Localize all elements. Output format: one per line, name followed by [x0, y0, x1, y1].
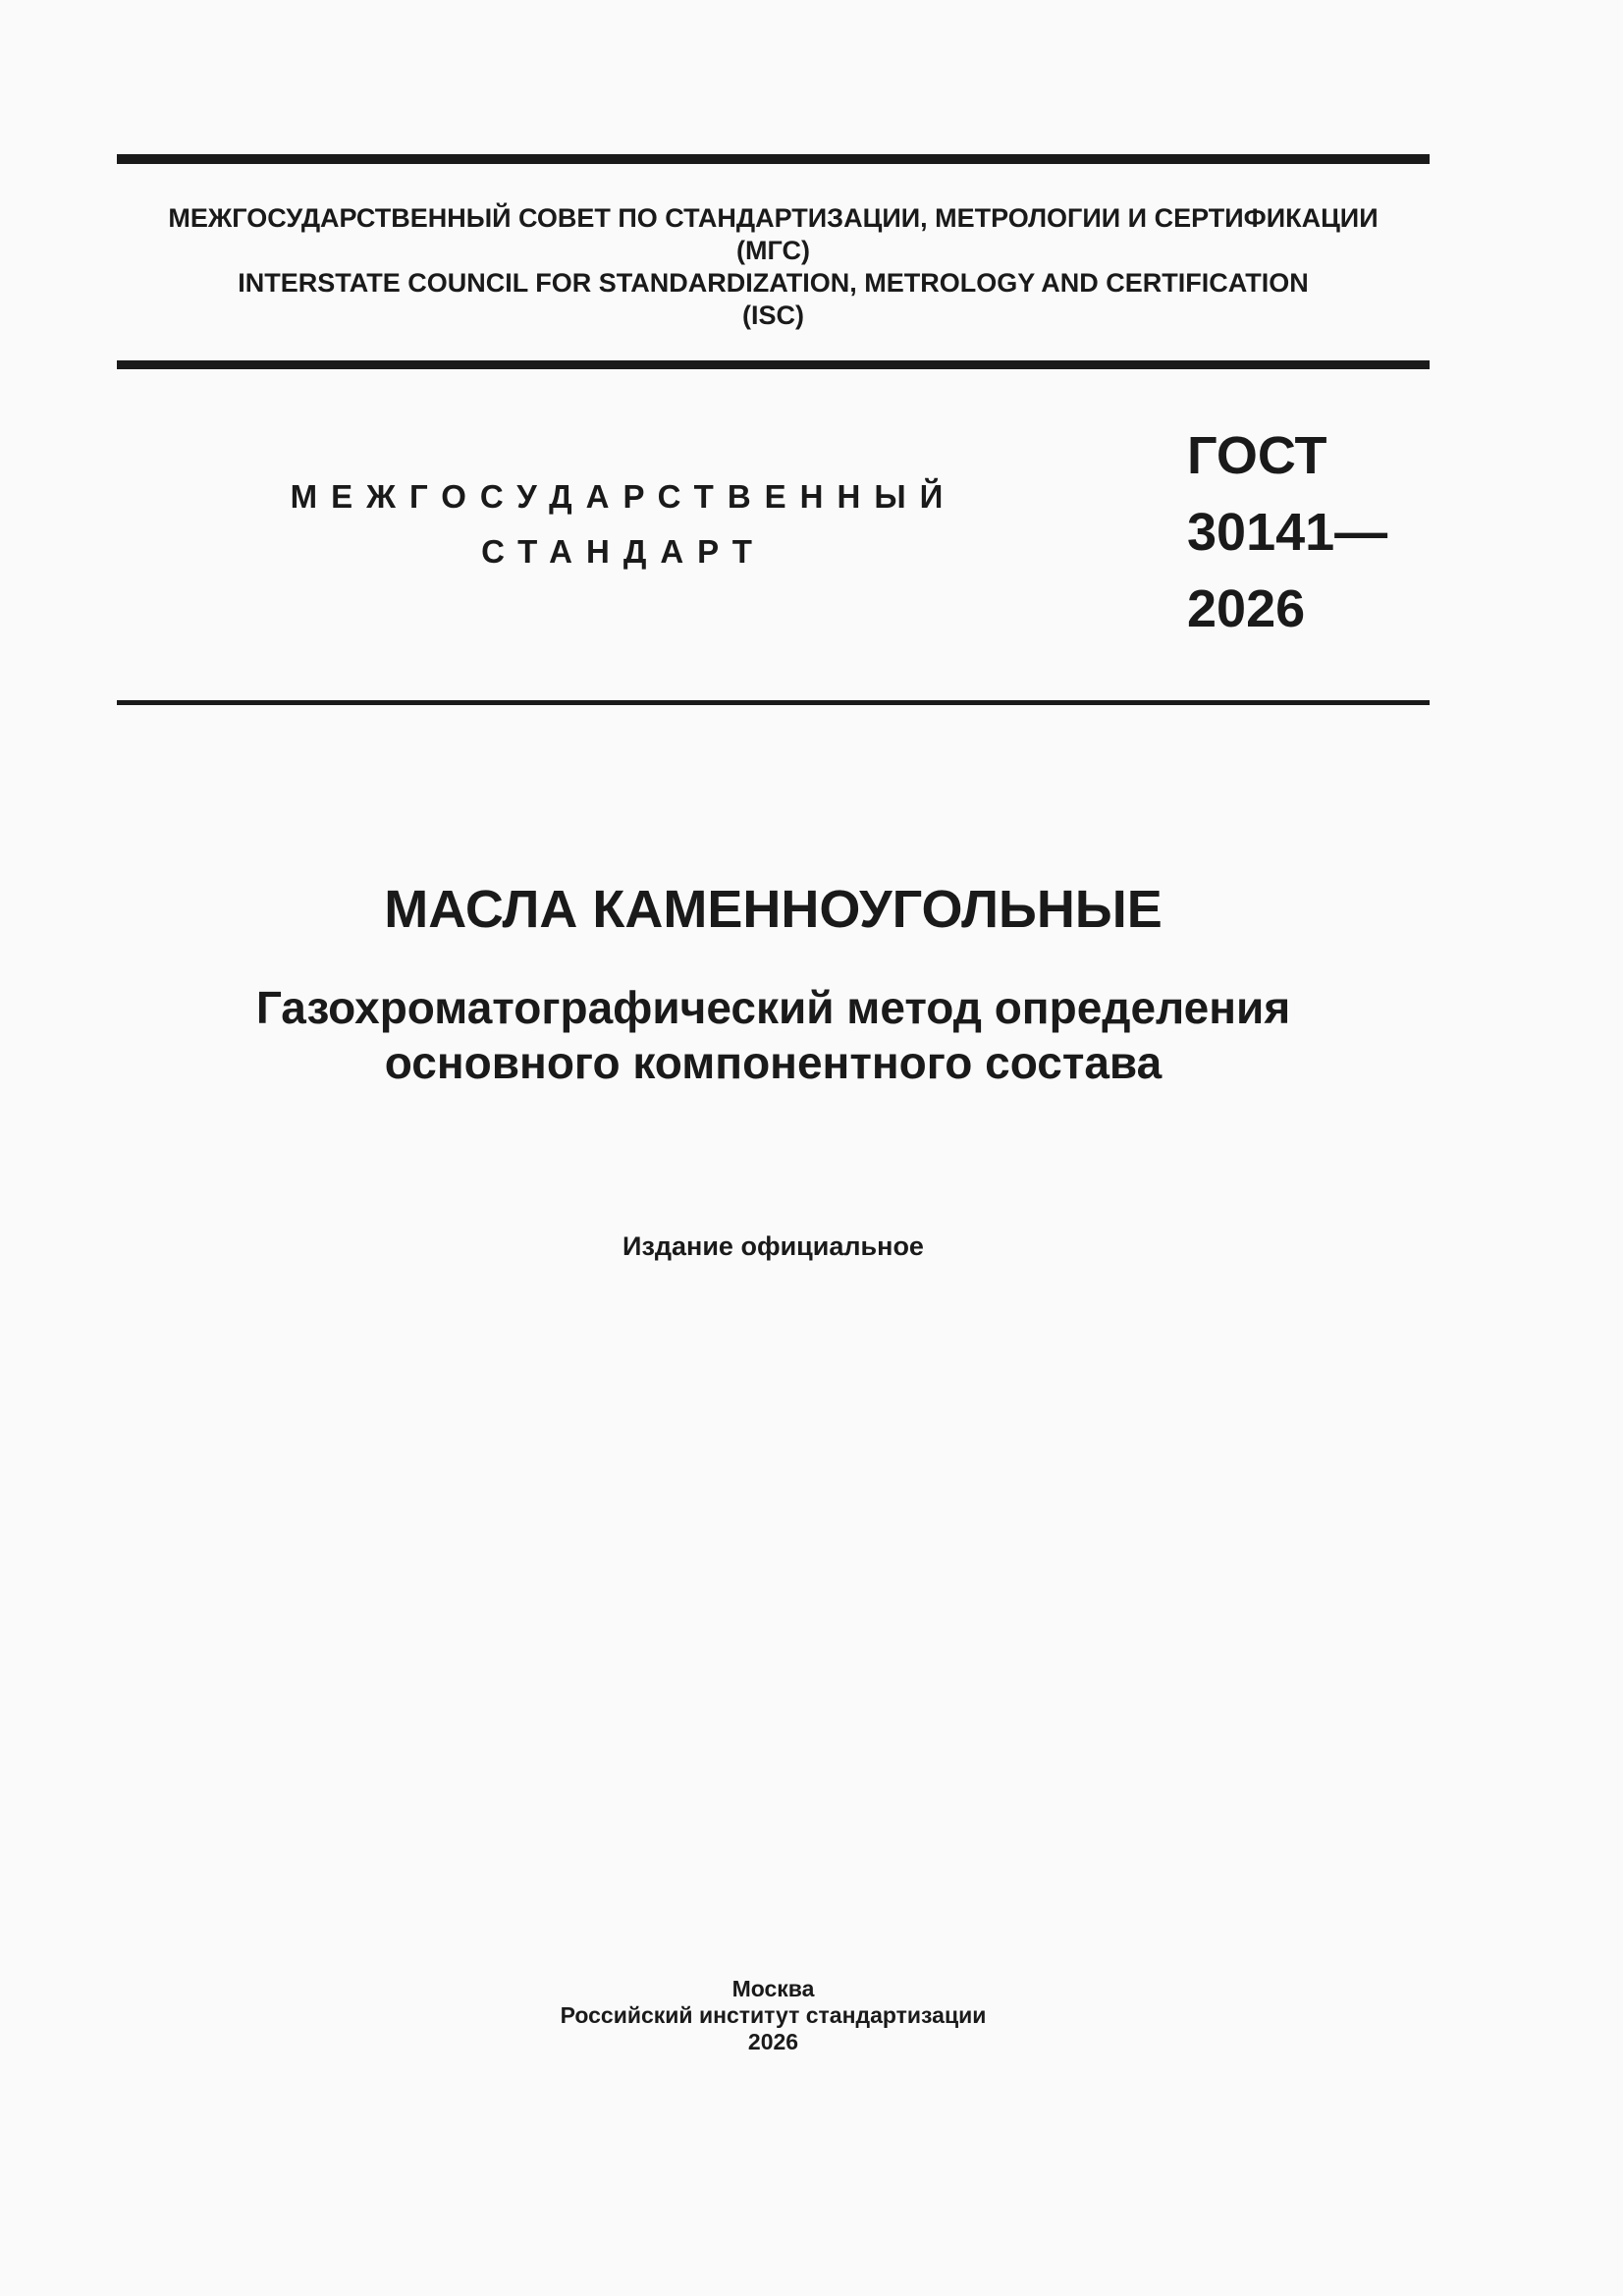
document-title: МАСЛА КАМЕННОУГОЛЬНЫЕ — [384, 880, 1163, 939]
middle-rule — [117, 360, 1430, 369]
imprint — [117, 1976, 1430, 2055]
council-name-en: INTERSTATE COUNCIL FOR STANDARDIZATION, METROLOGY AND CERTIFICATION — [238, 268, 1309, 298]
standard-kind-line1: МЕЖГОСУДАРСТВЕННЫЙ — [290, 478, 957, 515]
standard-number: 30141— — [1187, 503, 1388, 562]
standard-kind — [285, 469, 962, 579]
standard-code: ГОСТ — [1187, 426, 1327, 485]
imprint-publisher: Российский институт стандартизации — [560, 2002, 987, 2028]
council-abbr-ru: (МГС) — [736, 236, 810, 265]
document-subtitle-line2: основного компонентного состава — [384, 1037, 1163, 1088]
council-header — [117, 202, 1430, 332]
council-abbr-en: (ISC) — [742, 301, 804, 330]
imprint-city: Москва — [731, 1976, 815, 2001]
document-subtitle-line1: Газохроматографический метод определения — [255, 982, 1291, 1033]
imprint-year: 2026 — [747, 2029, 799, 2054]
standard-designation — [1187, 417, 1387, 647]
document-subtitle — [117, 980, 1430, 1090]
top-rule — [117, 154, 1430, 164]
council-name-ru: МЕЖГОСУДАРСТВЕННЫЙ СОВЕТ ПО СТАНДАРТИЗАЦИИ, МЕТРОЛОГИИ И СЕРТИФИКАЦИИ — [168, 203, 1379, 233]
standard-year: 2026 — [1187, 579, 1306, 638]
bottom-rule — [117, 700, 1430, 705]
edition-label: Издание официальное — [622, 1231, 924, 1261]
standard-kind-line2: СТАНДАРТ — [481, 533, 766, 570]
